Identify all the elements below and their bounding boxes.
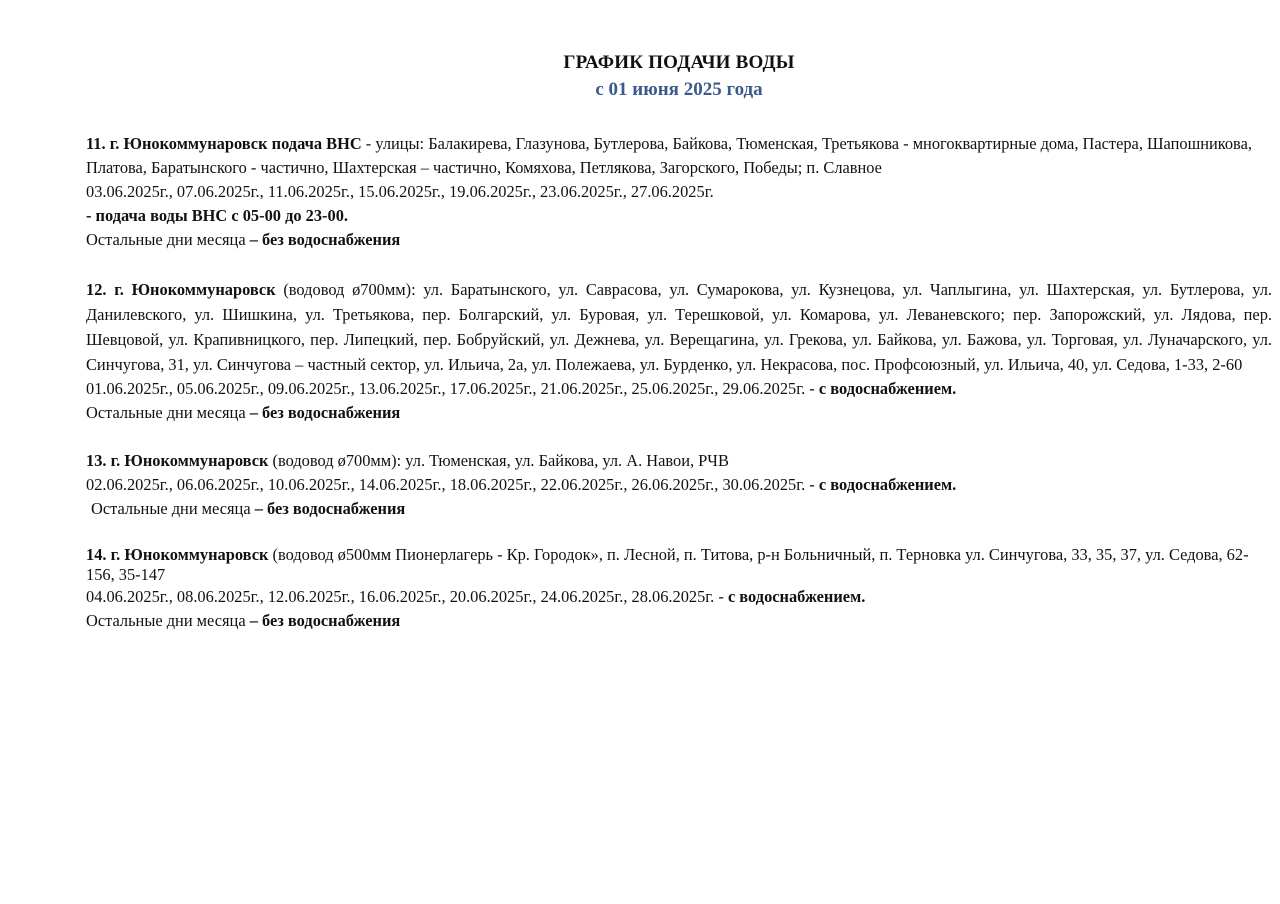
schedule-section-11 (86, 132, 1272, 252)
rest-days-status: – без водоснабжения (249, 611, 401, 630)
section-13-description (86, 449, 1272, 473)
section-13-place: 13. г. Юнокоммунаровск (86, 451, 269, 470)
section-12-description (86, 277, 1272, 377)
section-14-description (86, 545, 1272, 585)
section-14-streets: (водовод ø500мм Пионерлагерь - Кр. Городок», п. Лесной, п. Титова, р-н Больничный, п. Терновка ул. Синчугова, 33, 35, 37, ул. Седова, 62-156, 35-147 (86, 545, 1249, 584)
section-14-dates: 04.06.2025г., 08.06.2025г., 12.06.2025г., 16.06.2025г., 20.06.2025г., 24.06.2025г., 28.06.2025г. - (86, 587, 728, 606)
rest-days-label: Остальные дни месяца (86, 403, 250, 422)
rest-days-label: Остальные дни месяца (91, 499, 255, 518)
section-11-number: 11 (86, 134, 102, 153)
section-13-dates-status: с водоснабжением. (818, 475, 957, 494)
section-11-description (86, 132, 1272, 180)
section-12-dates-status: с водоснабжением. (818, 379, 957, 398)
section-12-dates-line (86, 377, 1272, 401)
section-14-place: 14. г. Юнокоммунаровск (86, 545, 269, 564)
section-13-rest (86, 497, 1272, 521)
rest-days-status: – без водоснабжения (249, 403, 401, 422)
section-14-dates-line (86, 585, 1272, 609)
section-12-rest (86, 401, 1272, 425)
section-11-place: . г. Юнокоммунаровск подача ВНС (101, 134, 362, 153)
section-11-supply-note: - подача воды ВНС с 05-00 до 23-00. (86, 206, 348, 225)
section-13-dates: 02.06.2025г., 06.06.2025г., 10.06.2025г., 14.06.2025г., 18.06.2025г., 22.06.2025г., 26.06.2025г., 30.06.2025г. - (86, 475, 819, 494)
rest-days-label: Остальные дни месяца (86, 230, 250, 249)
section-12-dates: 01.06.2025г., 05.06.2025г., 09.06.2025г., 13.06.2025г., 17.06.2025г., 21.06.2025г., 25.06.2025г., 29.06.2025г. - (86, 379, 819, 398)
section-12-place: 12. г. Юнокоммунаровск (86, 280, 276, 299)
schedule-section-14 (86, 545, 1272, 633)
section-13-streets: (водовод ø700мм): ул. Тюменская, ул. Байкова, ул. А. Навои, РЧВ (268, 451, 729, 470)
section-11-streets: - улицы: Балакирева, Глазунова, Бутлерова, Байкова, Тюменская, Третьякова - многоквартирные дома, Пастера, Шапошникова, Платова, Баратынского - частично, Шахтерская – частично, Комяхова, Петлякова, Загорского, Победы; п. Славное (86, 134, 1252, 177)
rest-days-label: Остальные дни месяца (86, 611, 250, 630)
section-11-dates: 03.06.2025г., 07.06.2025г., 11.06.2025г., 15.06.2025г., 19.06.2025г., 23.06.2025г., 27.06.2025г. (86, 182, 714, 201)
document-page (86, 50, 1272, 633)
rest-days-status: – без водоснабжения (254, 499, 406, 518)
section-14-rest (86, 609, 1272, 633)
document-title: ГРАФИК ПОДАЧИ ВОДЫ (563, 52, 795, 73)
schedule-section-13 (86, 449, 1272, 521)
section-13-dates-line (86, 473, 1272, 497)
document-subtitle: с 01 июня 2025 года (595, 79, 763, 100)
section-14-dates-status: с водоснабжением. (727, 587, 866, 606)
schedule-section-12 (86, 277, 1272, 425)
section-12-streets: (водовод ø700мм): ул. Баратынского, ул. Саврасова, ул. Сумарокова, ул. Кузнецова, ул. Чаплыгина, ул. Шахтерская, ул. Бутлерова, ул. Данилевского, ул. Шишкина, ул. Третьякова, пер. Болгарский, ул. Буровая, ул. Терешковой, ул. Комарова, ул. Леваневского; пер. Запорожский, ул. Лядова, пер. Шевцовой, ул. Крапивницкого, пер. Липецкий, пер. Бобруйский, ул. Дежнева, ул. Верещагина, ул. Грекова, ул. Байкова, ул. Бажова, ул. Торговая, ул. Луначарского, ул. Синчугова, 31, ул. Синчугова – частный сектор, ул. Ильича, 2а, ул. Полежаева, ул. Бурденко, ул. Некрасова, пос. Профсоюзный, ул. Ильича, 40, ул. Седова, 1-33, 2-60 (86, 280, 1272, 374)
rest-days-status: – без водоснабжения (249, 230, 401, 249)
section-11-rest (86, 228, 1272, 252)
